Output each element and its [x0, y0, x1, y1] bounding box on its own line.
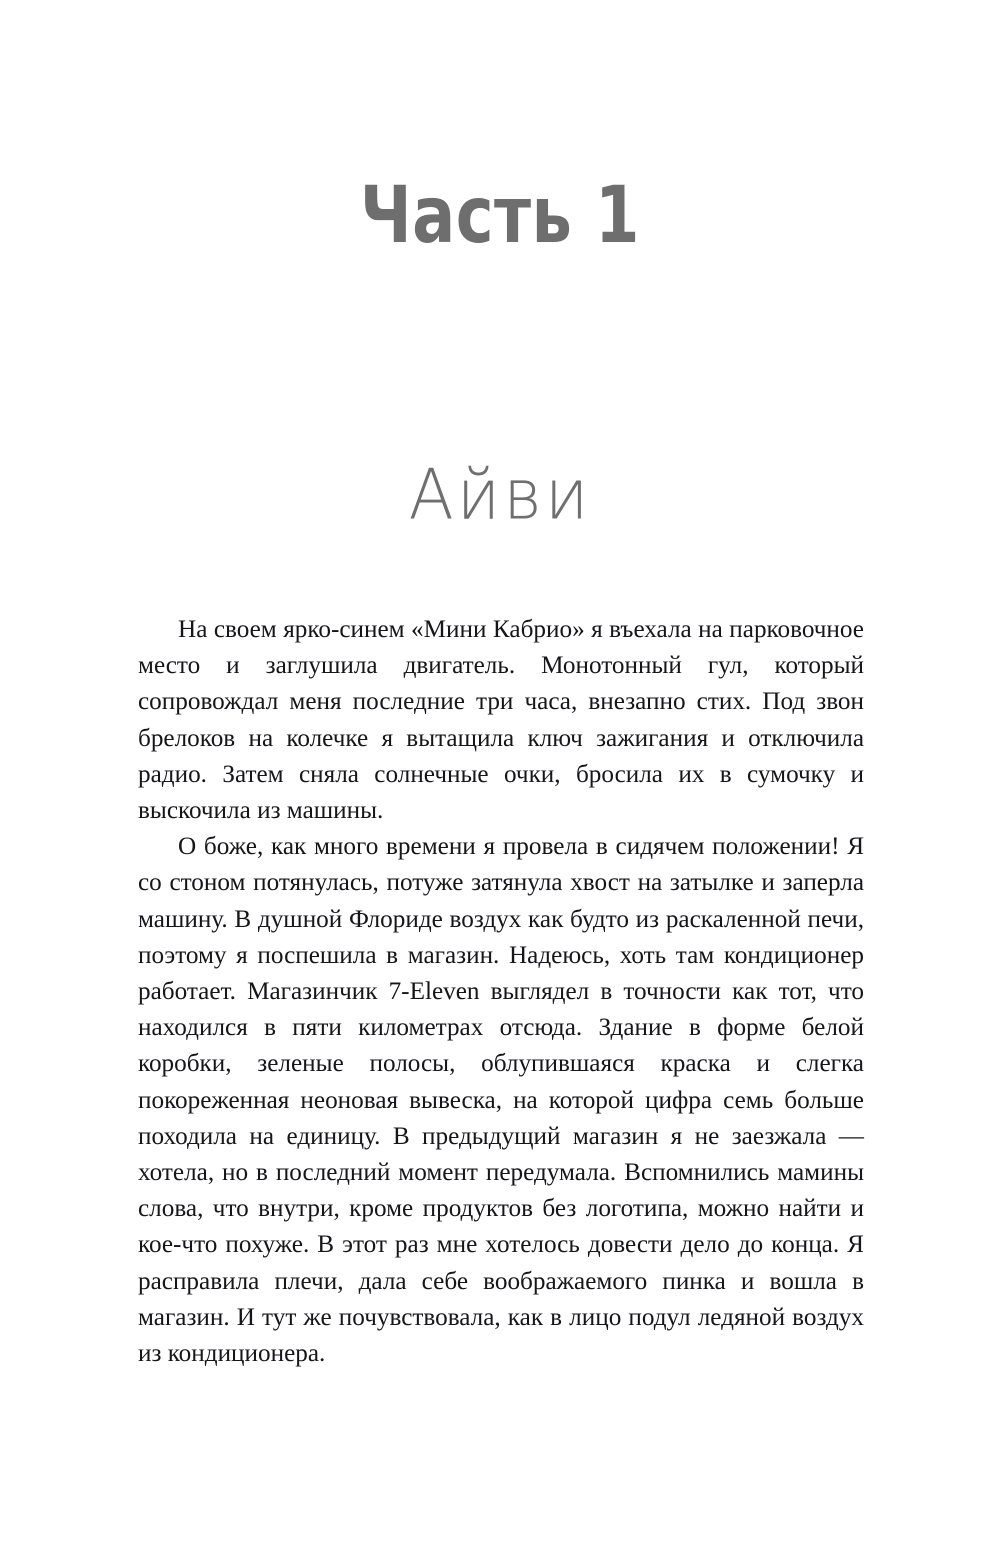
paragraph: На своем ярко-синем «Мини Кабрио» я въехала на парковочное место и заглушила двигатель. Монотонный гул, который сопровождал меня последние три часа, внезапно стих. Под звон брелоков на колечке я вытащила ключ зажигания и отключила радио. Затем сняла солнечные очки, бросила их в сумочку и выскочила из машины. — [138, 616, 864, 825]
chapter-name: Айви — [408, 453, 592, 536]
body-text-block — [138, 612, 864, 1372]
paragraph: О боже, как много времени я провела в сидячем положении! Я со стоном потянулась, потуже затянула хвост на затылке и заперла машину. В душной Флориде воздух как будто из раскаленной печи, поэтому я поспешила в магазин. Надеюсь, хоть там кондиционер работает. Магазинчик 7-Eleven выглядел в точности как тот, что находился в пяти километрах отсюда. Здание в форме белой коробки, зеленые полосы, облупившаяся краска и слегка покореженная неоновая вывеска, на которой цифра семь больше походила на единицу. В предыдущий магазин я не заезжала — хотела, но в последний момент передумала. Вспомнились мамины слова, что внутри, кроме продуктов без логотипа, можно найти и кое-что похуже. В этот раз мне хотелось довести дело до конца. Я расправила плечи, дала себе воображаемого пинка и вошла в магазин. И тут же почувствовала, как в лицо подул ледяной воздух из кондиционера. — [138, 833, 864, 1368]
part-title: Часть 1 — [360, 171, 640, 261]
